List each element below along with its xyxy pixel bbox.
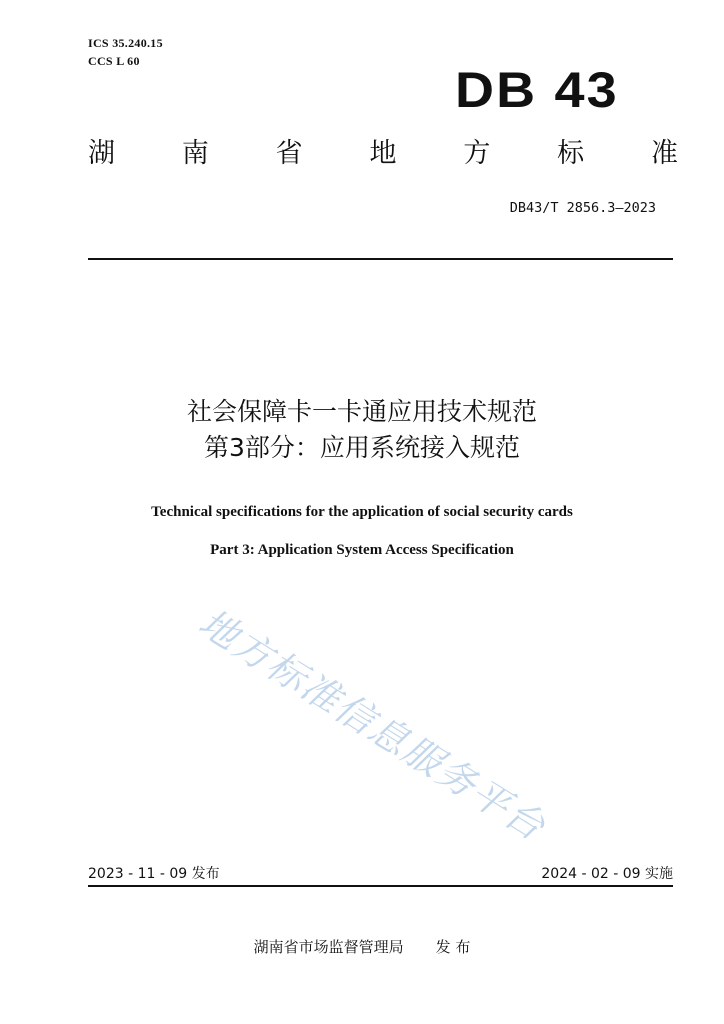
publisher-name: 湖南省市场监督管理局 xyxy=(253,938,404,956)
issue-date: 2023 - 11 - 09 发布 xyxy=(88,866,220,882)
watermark xyxy=(190,600,610,860)
ccs-code: CCS L 60 xyxy=(88,54,140,68)
category-char: 省 xyxy=(275,138,303,169)
category-char: 湖 xyxy=(88,138,115,169)
category-char: 地 xyxy=(369,138,397,169)
implementation-date: 2024 - 02 - 09 实施 xyxy=(541,866,673,882)
chinese-title-line2: 第3部分：应用系统接入规范 xyxy=(204,433,520,462)
chinese-title-line1: 社会保障卡一卡通应用技术规范 xyxy=(186,397,537,426)
publish-action: 发 布 xyxy=(435,938,471,956)
chinese-title xyxy=(0,394,724,466)
english-title-line2: Part 3: Application System Access Specification xyxy=(210,542,514,558)
date-row xyxy=(88,865,673,883)
publisher xyxy=(0,937,724,957)
category-char: 南 xyxy=(181,138,209,169)
standard-category xyxy=(88,136,678,172)
top-divider xyxy=(88,258,673,260)
classification-codes xyxy=(88,34,163,70)
english-title-line1: Technical specifications for the application of social security cards xyxy=(151,504,573,520)
category-char: 准 xyxy=(650,138,678,169)
watermark-text: 地方标准信息服务平台 xyxy=(191,600,554,850)
db43-logo: DB 43 xyxy=(455,62,619,118)
ics-code: ICS 35.240.15 xyxy=(88,36,163,50)
standard-number: DB43/T 2856.3—2023 xyxy=(509,200,656,216)
bottom-divider xyxy=(88,885,673,887)
category-char: 方 xyxy=(463,138,491,169)
category-char: 标 xyxy=(557,138,585,169)
